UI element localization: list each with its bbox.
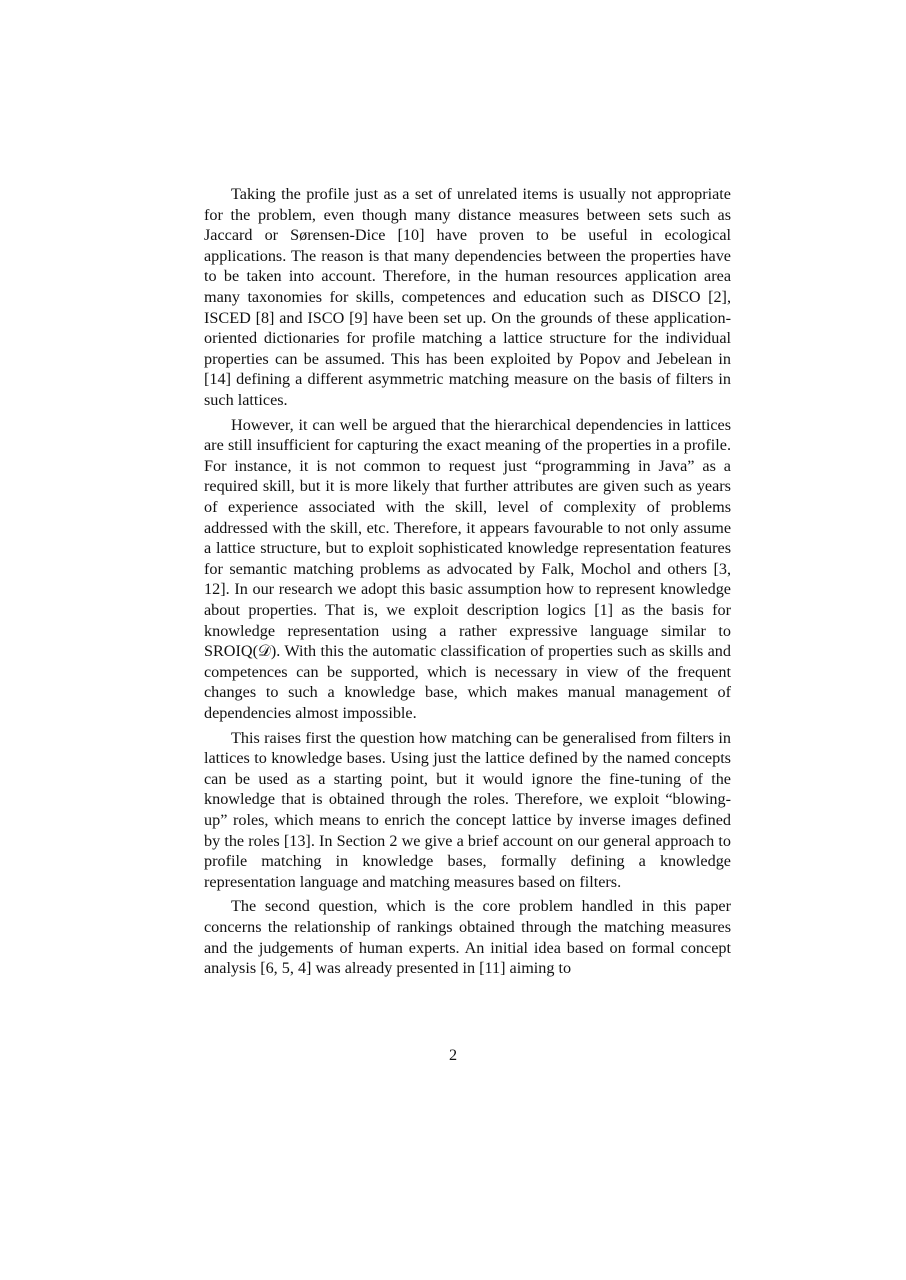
paragraph-3: This raises first the question how matching can be generalised from filters in lattices to knowledge bases. Using just the lattice defined by the named concepts can be used as a starting point, but it would ignore the fine-tuning of the knowledge that is obtained through the roles. Therefore, we exploit “blowing-up” roles, which means to enrich the concept lattice by inverse images defined by the roles [13]. In Section 2 we give a brief account on our general approach to profile matching in knowledge bases, formally defining a knowledge representation language and matching measures based on filters. (204, 728, 731, 891)
body-text (204, 184, 731, 979)
page-number: 2 (448, 1046, 458, 1064)
paragraph-2: However, it can well be argued that the hierarchical dependencies in lattices are still insufficient for capturing the exact meaning of the properties in a profile. For instance, it is not common to request just “programming in Java” as a required skill, but it is more likely that further attributes are given such as years of experience associated with the skill, level of complexity of problems addressed with the skill, etc. Therefore, it appears favourable to not only assume a lattice structure, but to exploit sophisticated knowledge representation features for semantic matching problems as advocated by Falk, Mochol and others [3, 12]. In our research we adopt this basic assumption how to represent knowledge about properties. That is, we exploit description logics [1] as the basis for knowledge representation using a rather expressive language similar to SROIQ(𝒟). With this the automatic classification of properties such as skills and competences can be supported, which is necessary in view of the frequent changes to such a knowledge base, which makes manual management of dependencies almost impossible. (204, 415, 731, 722)
paragraph-1: Taking the profile just as a set of unrelated items is usually not appropriate for the problem, even though many distance measures between sets such as Jaccard or Sørensen-Dice [10] have proven to be useful in ecological applications. The reason is that many dependencies between the properties have to be taken into account. Therefore, in the human resources application area many taxonomies for skills, competences and education such as DISCO [2], ISCED [8] and ISCO [9] have been set up. On the grounds of these application-oriented dictionaries for profile matching a lattice structure for the individual properties can be assumed. This has been exploited by Popov and Jebelean in [14] defining a different asymmetric matching measure on the basis of filters in such lattices. (204, 185, 731, 409)
paragraph-4: The second question, which is the core problem handled in this paper concerns the relationship of rankings obtained through the matching measures and the judgements of human experts. An initial idea based on formal concept analysis [6, 5, 4] was already presented in [11] aiming to (204, 897, 731, 978)
